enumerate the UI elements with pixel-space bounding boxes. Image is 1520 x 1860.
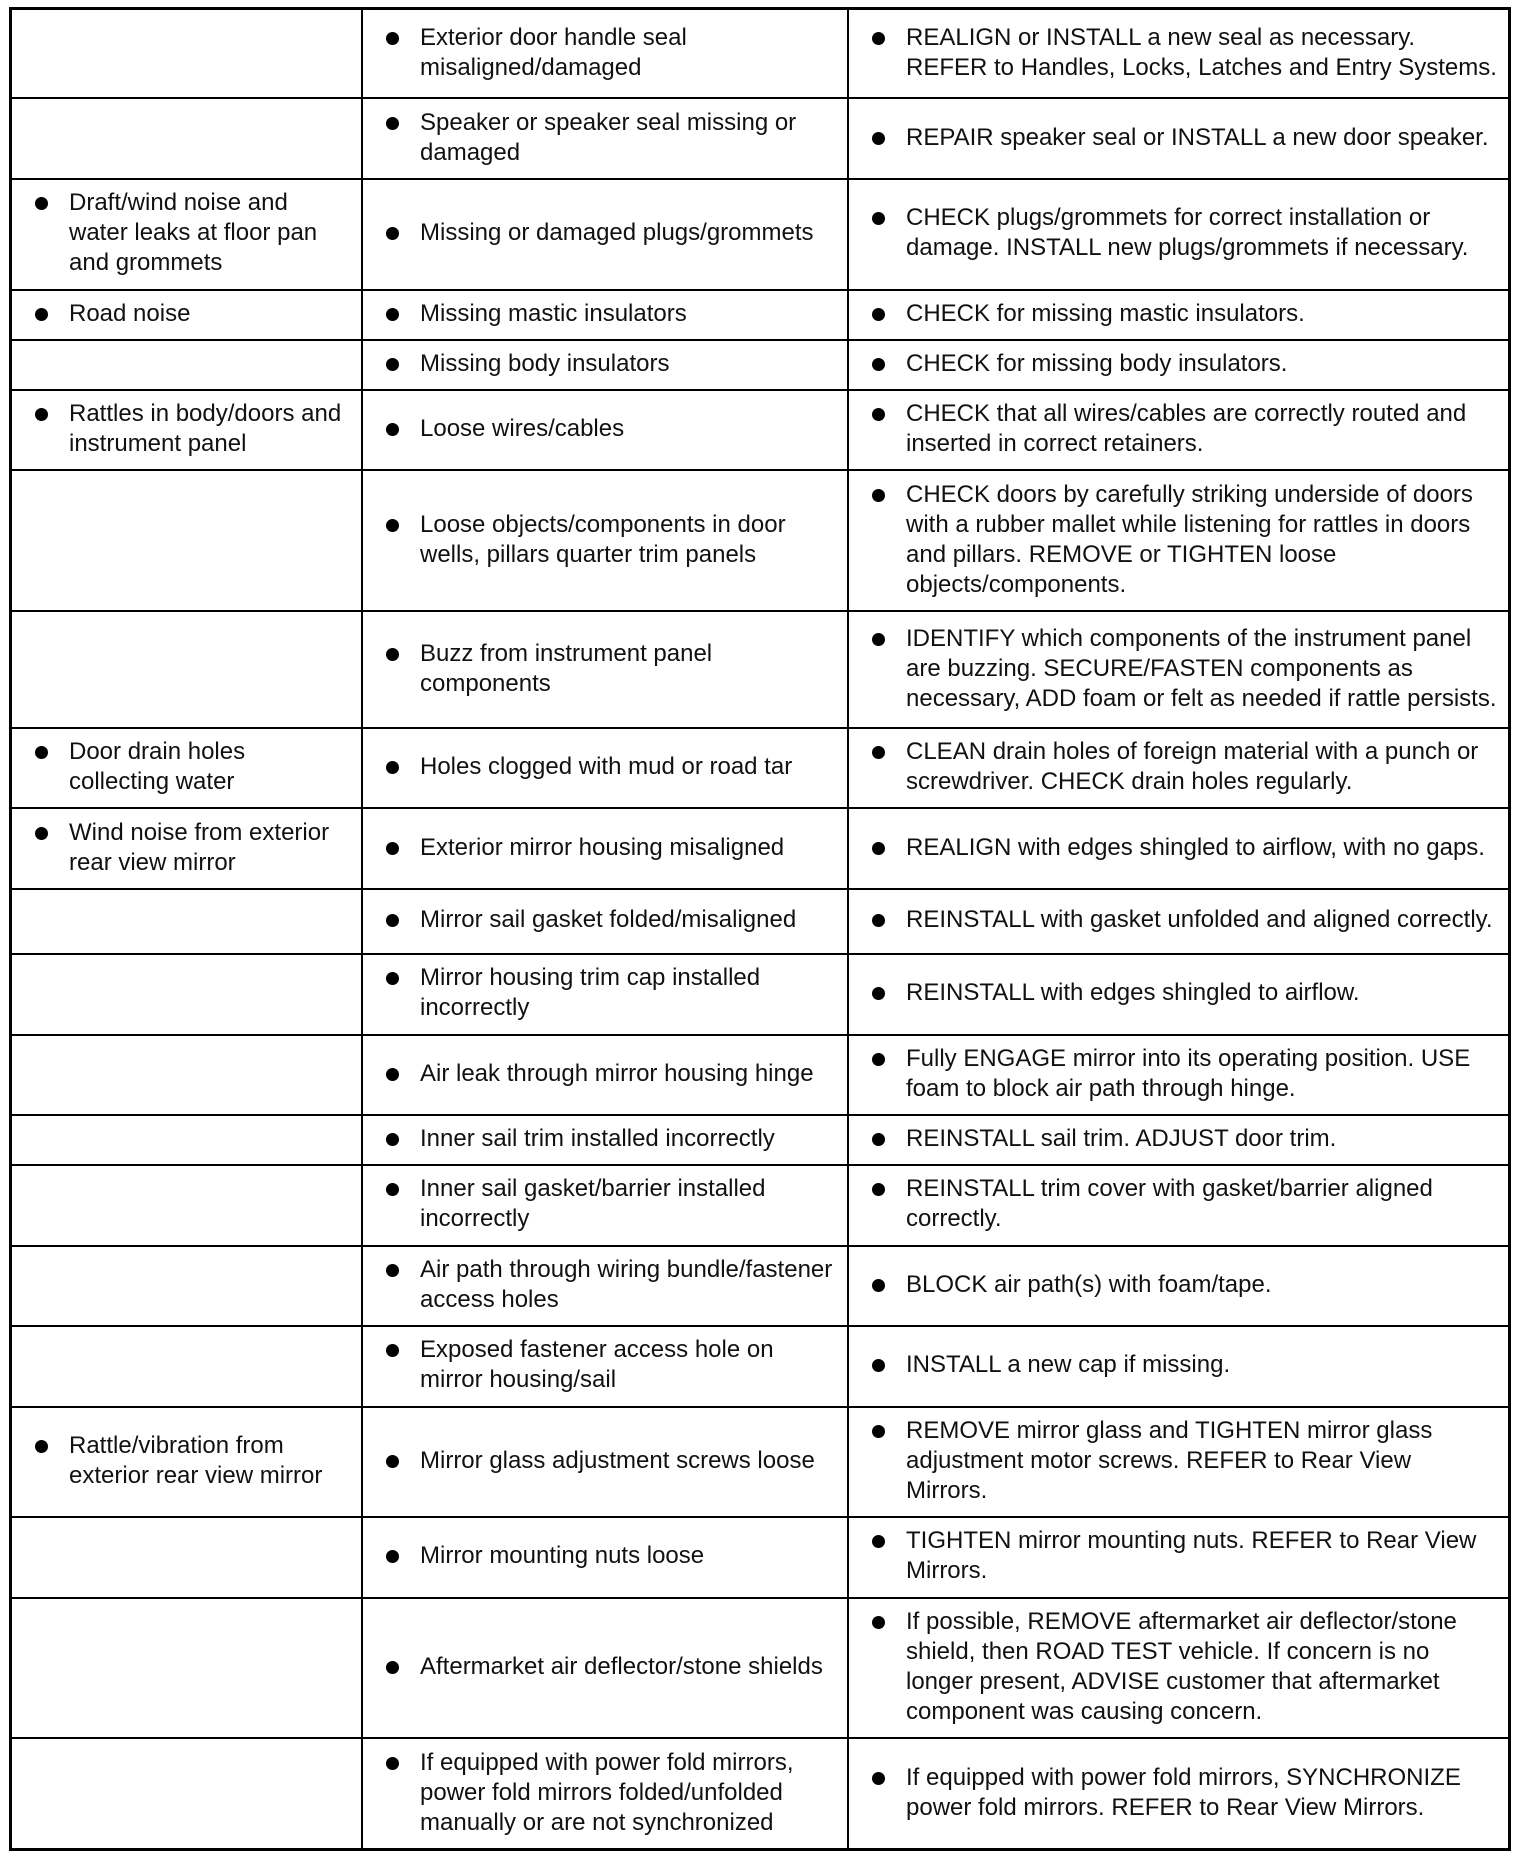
action-text: REINSTALL with edges shingled to airflow. (906, 979, 1360, 1007)
table-row (12, 611, 1508, 728)
action-cell (848, 1115, 1508, 1165)
bullet-dot-icon (386, 1068, 399, 1081)
source-cell (362, 390, 848, 470)
source-cell (362, 290, 848, 340)
bullet-item (859, 123, 1498, 153)
bullet-dot-icon (872, 358, 885, 371)
source-cell (362, 1035, 848, 1115)
bullet-dot-icon (386, 1133, 399, 1146)
action-cell (848, 470, 1508, 611)
bullet-item (373, 23, 837, 83)
bullet-item (373, 1059, 837, 1089)
bullet-dot-icon (872, 408, 885, 421)
source-cell (362, 611, 848, 728)
source-cell (362, 179, 848, 290)
bullet-item (373, 1748, 837, 1838)
action-cell (848, 1598, 1508, 1739)
bullet-item (373, 349, 837, 379)
source-cell (362, 340, 848, 390)
condition-cell (12, 1165, 362, 1245)
bullet-item (859, 978, 1498, 1008)
bullet-item (373, 1255, 837, 1315)
action-text: REINSTALL trim cover with gasket/barrier aligned correctly. (906, 1175, 1433, 1233)
action-cell (848, 1738, 1508, 1848)
source-cell (362, 1246, 848, 1326)
action-text: REALIGN with edges shingled to airflow, with no gaps. (906, 833, 1485, 861)
action-cell (848, 290, 1508, 340)
action-text: CHECK for missing body insulators. (906, 349, 1288, 377)
bullet-dot-icon (386, 1344, 399, 1357)
bullet-item (373, 414, 837, 444)
condition-cell (12, 728, 362, 808)
table-row (12, 889, 1508, 954)
action-text: CHECK plugs/grommets for correct installation or damage. INSTALL new plugs/grommets if necessary. (906, 204, 1469, 262)
source-text: Aftermarket air deflector/stone shields (420, 1652, 823, 1680)
action-cell (848, 340, 1508, 390)
source-cell (362, 470, 848, 611)
bullet-item (373, 1124, 837, 1154)
condition-cell (12, 179, 362, 290)
bullet-item (22, 299, 351, 329)
bullet-item (373, 299, 837, 329)
bullet-dot-icon (872, 1359, 885, 1372)
symptom-chart-body (12, 10, 1508, 1848)
action-text: BLOCK air path(s) with foam/tape. (906, 1270, 1272, 1298)
bullet-item (373, 1652, 837, 1682)
source-cell (362, 1407, 848, 1518)
source-text: Speaker or speaker seal missing or damaged (420, 108, 797, 166)
source-text: Exterior mirror housing misaligned (420, 833, 785, 861)
action-cell (848, 611, 1508, 728)
action-text: CHECK doors by carefully striking underside of doors with a rubber mallet while listening for rattles in doors and pillars. REMOVE or TIGHTEN loose objects/components. (906, 480, 1473, 598)
action-text: IDENTIFY which components of the instrument panel are buzzing. SECURE/FASTEN components as necessary, ADD foam or felt as needed if rattle persists. (906, 624, 1497, 712)
source-cell (362, 954, 848, 1034)
condition-cell (12, 290, 362, 340)
bullet-dot-icon (872, 914, 885, 927)
condition-cell (12, 390, 362, 470)
bullet-dot-icon (872, 746, 885, 759)
bullet-item (373, 963, 837, 1023)
bullet-dot-icon (386, 972, 399, 985)
bullet-item (22, 737, 351, 797)
bullet-item (859, 1044, 1498, 1104)
source-text: Loose wires/cables (420, 415, 625, 443)
table-row (12, 1246, 1508, 1326)
bullet-dot-icon (872, 1053, 885, 1066)
bullet-dot-icon (872, 212, 885, 225)
bullet-dot-icon (872, 842, 885, 855)
action-cell (848, 1517, 1508, 1597)
bullet-item (859, 1607, 1498, 1727)
source-text: Missing mastic insulators (420, 299, 687, 327)
table-row (12, 1738, 1508, 1848)
bullet-dot-icon (872, 32, 885, 45)
action-cell (848, 808, 1508, 888)
action-cell (848, 954, 1508, 1034)
table-row (12, 1165, 1508, 1245)
action-text: REMOVE mirror glass and TIGHTEN mirror glass adjustment motor screws. REFER to Rear View Mirrors. (906, 1416, 1433, 1504)
bullet-item (859, 1350, 1498, 1380)
bullet-item (859, 1526, 1498, 1586)
bullet-dot-icon (872, 1772, 885, 1785)
source-text: Loose objects/components in door wells, pillars quarter trim panels (420, 510, 786, 568)
condition-text: Draft/wind noise and water leaks at floor pan and grommets (69, 189, 318, 277)
condition-cell (12, 98, 362, 178)
bullet-dot-icon (872, 1425, 885, 1438)
source-text: Missing body insulators (420, 349, 670, 377)
bullet-item (373, 833, 837, 863)
action-cell (848, 10, 1508, 98)
source-cell (362, 808, 848, 888)
bullet-item (859, 737, 1498, 797)
action-cell (848, 179, 1508, 290)
bullet-dot-icon (872, 489, 885, 502)
source-text: Missing or damaged plugs/grommets (420, 219, 814, 247)
bullet-item (859, 203, 1498, 263)
source-text: Mirror sail gasket folded/misaligned (420, 906, 797, 934)
bullet-dot-icon (386, 117, 399, 130)
bullet-dot-icon (35, 408, 48, 421)
table-row (12, 1115, 1508, 1165)
table-row (12, 98, 1508, 178)
bullet-item (373, 639, 837, 699)
table-row (12, 290, 1508, 340)
condition-text: Rattle/vibration from exterior rear view mirror (69, 1431, 323, 1489)
bullet-dot-icon (872, 987, 885, 1000)
bullet-item (373, 108, 837, 168)
bullet-item (22, 399, 351, 459)
bullet-item (373, 1446, 837, 1476)
action-text: REINSTALL with gasket unfolded and aligned correctly. (906, 906, 1493, 934)
action-text: Fully ENGAGE mirror into its operating position. USE foam to block air path through hinge. (906, 1044, 1471, 1102)
condition-text: Wind noise from exterior rear view mirror (69, 818, 330, 876)
bullet-dot-icon (35, 197, 48, 210)
action-text: INSTALL a new cap if missing. (906, 1351, 1231, 1379)
source-cell (362, 1517, 848, 1597)
condition-cell (12, 1738, 362, 1848)
table-row (12, 1598, 1508, 1739)
table-row (12, 1035, 1508, 1115)
source-cell (362, 1598, 848, 1739)
bullet-dot-icon (35, 308, 48, 321)
bullet-item (859, 1416, 1498, 1506)
action-text: CLEAN drain holes of foreign material with a punch or screwdriver. CHECK drain holes regularly. (906, 738, 1479, 796)
table-row (12, 179, 1508, 290)
table-row (12, 390, 1508, 470)
bullet-item (373, 510, 837, 570)
action-text: REALIGN or INSTALL a new seal as necessary. REFER to Handles, Locks, Latches and Entry Systems. (906, 23, 1497, 81)
condition-cell (12, 808, 362, 888)
table-row (12, 340, 1508, 390)
condition-cell (12, 1326, 362, 1406)
bullet-dot-icon (386, 1550, 399, 1563)
condition-cell (12, 1517, 362, 1597)
action-cell (848, 1035, 1508, 1115)
bullet-item (859, 905, 1498, 935)
source-cell (362, 889, 848, 954)
bullet-item (373, 1174, 837, 1234)
condition-cell (12, 954, 362, 1034)
bullet-item (373, 1335, 837, 1395)
bullet-dot-icon (35, 746, 48, 759)
bullet-dot-icon (386, 1661, 399, 1674)
source-cell (362, 1115, 848, 1165)
condition-cell (12, 889, 362, 954)
symptom-chart-page (9, 7, 1511, 1851)
source-cell (362, 10, 848, 98)
bullet-item (22, 188, 351, 278)
bullet-item (859, 299, 1498, 329)
table-row (12, 1517, 1508, 1597)
bullet-dot-icon (35, 827, 48, 840)
source-text: Holes clogged with mud or road tar (420, 753, 793, 781)
action-cell (848, 98, 1508, 178)
bullet-dot-icon (386, 423, 399, 436)
bullet-dot-icon (872, 633, 885, 646)
source-text: Mirror glass adjustment screws loose (420, 1446, 815, 1474)
bullet-dot-icon (872, 1616, 885, 1629)
bullet-dot-icon (386, 32, 399, 45)
source-cell (362, 98, 848, 178)
action-cell (848, 1326, 1508, 1406)
source-text: Inner sail trim installed incorrectly (420, 1125, 775, 1153)
action-text: TIGHTEN mirror mounting nuts. REFER to Rear View Mirrors. (906, 1527, 1477, 1585)
action-text: If equipped with power fold mirrors, SYNCHRONIZE power fold mirrors. REFER to Rear View Mirrors. (906, 1763, 1461, 1821)
bullet-dot-icon (386, 519, 399, 532)
source-cell (362, 1738, 848, 1848)
source-text: Mirror housing trim cap installed incorrectly (420, 964, 761, 1022)
action-cell (848, 889, 1508, 954)
bullet-item (859, 399, 1498, 459)
bullet-dot-icon (386, 914, 399, 927)
bullet-dot-icon (872, 132, 885, 145)
bullet-item (859, 1174, 1498, 1234)
bullet-dot-icon (872, 1183, 885, 1196)
source-text: Mirror mounting nuts loose (420, 1542, 705, 1570)
condition-text: Door drain holes collecting water (69, 738, 246, 796)
bullet-dot-icon (386, 842, 399, 855)
condition-cell (12, 470, 362, 611)
bullet-item (373, 1541, 837, 1571)
source-text: If equipped with power fold mirrors, power fold mirrors folded/unfolded manually or are not synchronized (420, 1748, 794, 1836)
symptom-chart-table (12, 10, 1508, 1848)
bullet-dot-icon (386, 358, 399, 371)
bullet-dot-icon (386, 1455, 399, 1468)
source-cell (362, 1326, 848, 1406)
bullet-dot-icon (386, 308, 399, 321)
bullet-dot-icon (872, 308, 885, 321)
action-text: If possible, REMOVE aftermarket air deflector/stone shield, then ROAD TEST vehicle. If concern is no longer present, ADVISE customer that aftermarket component was causing concern. (906, 1607, 1457, 1725)
bullet-item (859, 1124, 1498, 1154)
condition-cell (12, 611, 362, 728)
bullet-item (373, 752, 837, 782)
source-text: Buzz from instrument panel components (420, 639, 713, 697)
source-text: Exposed fastener access hole on mirror housing/sail (420, 1336, 774, 1394)
bullet-dot-icon (386, 1757, 399, 1770)
table-row (12, 954, 1508, 1034)
source-text: Inner sail gasket/barrier installed incorrectly (420, 1175, 766, 1233)
bullet-dot-icon (872, 1133, 885, 1146)
action-cell (848, 1407, 1508, 1518)
table-row (12, 728, 1508, 808)
table-row (12, 1407, 1508, 1518)
condition-text: Road noise (69, 299, 191, 327)
source-text: Air leak through mirror housing hinge (420, 1059, 814, 1087)
condition-cell (12, 340, 362, 390)
source-cell (362, 728, 848, 808)
bullet-dot-icon (872, 1535, 885, 1548)
bullet-item (859, 480, 1498, 600)
action-text: CHECK for missing mastic insulators. (906, 299, 1305, 327)
condition-cell (12, 1115, 362, 1165)
action-cell (848, 1165, 1508, 1245)
condition-cell (12, 1598, 362, 1739)
bullet-dot-icon (872, 1279, 885, 1292)
bullet-dot-icon (386, 761, 399, 774)
bullet-item (22, 818, 351, 878)
bullet-item (373, 905, 837, 935)
bullet-item (22, 1431, 351, 1491)
table-row (12, 808, 1508, 888)
source-text: Air path through wiring bundle/fastener access holes (420, 1255, 833, 1313)
bullet-item (373, 218, 837, 248)
table-row (12, 10, 1508, 98)
bullet-item (859, 833, 1498, 863)
action-cell (848, 390, 1508, 470)
condition-cell (12, 1246, 362, 1326)
bullet-dot-icon (35, 1440, 48, 1453)
bullet-item (859, 23, 1498, 83)
action-text: REINSTALL sail trim. ADJUST door trim. (906, 1125, 1337, 1153)
action-cell (848, 728, 1508, 808)
bullet-dot-icon (386, 1183, 399, 1196)
table-row (12, 1326, 1508, 1406)
condition-cell (12, 10, 362, 98)
bullet-item (859, 349, 1498, 379)
table-row (12, 470, 1508, 611)
bullet-dot-icon (386, 227, 399, 240)
source-cell (362, 1165, 848, 1245)
action-cell (848, 1246, 1508, 1326)
source-text: Exterior door handle seal misaligned/damaged (420, 23, 687, 81)
action-text: REPAIR speaker seal or INSTALL a new door speaker. (906, 123, 1489, 151)
action-text: CHECK that all wires/cables are correctly routed and inserted in correct retainers. (906, 400, 1467, 458)
condition-text: Rattles in body/doors and instrument panel (69, 400, 342, 458)
condition-cell (12, 1035, 362, 1115)
bullet-item (859, 624, 1498, 714)
bullet-dot-icon (386, 1264, 399, 1277)
bullet-dot-icon (386, 648, 399, 661)
bullet-item (859, 1763, 1498, 1823)
bullet-item (859, 1270, 1498, 1300)
condition-cell (12, 1407, 362, 1518)
